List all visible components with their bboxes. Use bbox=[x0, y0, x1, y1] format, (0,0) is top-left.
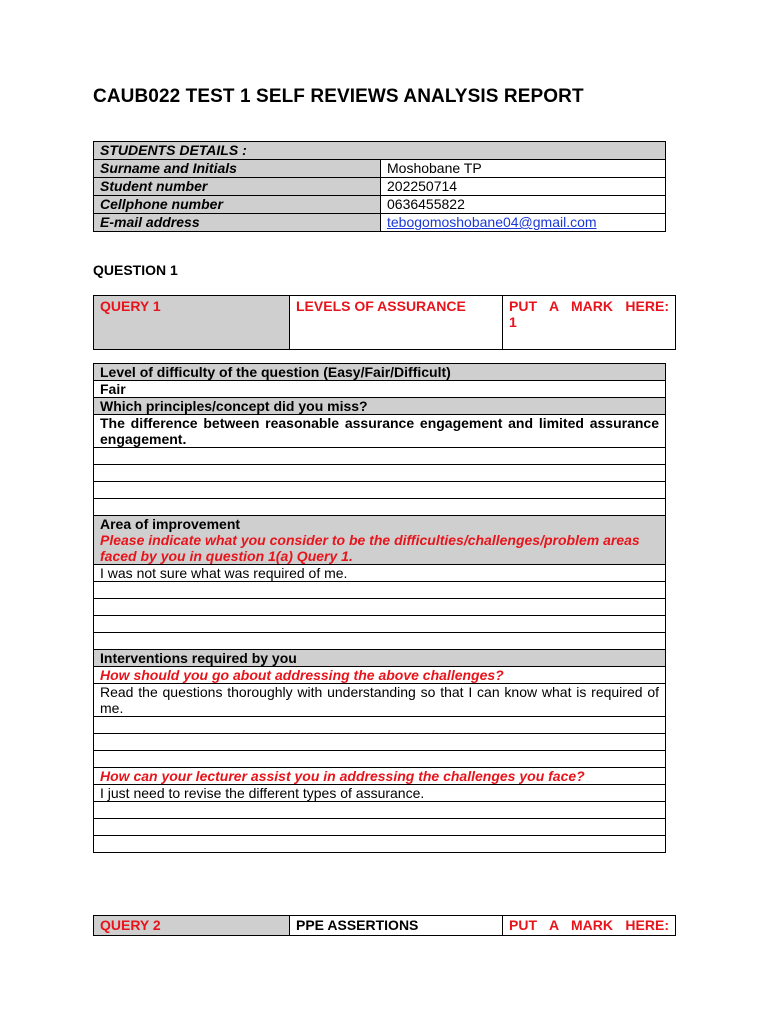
blank-row[interactable] bbox=[94, 836, 666, 853]
query-2-topic: PPE ASSERTIONS bbox=[290, 916, 503, 936]
query-2-label: QUERY 2 bbox=[94, 916, 290, 936]
blank-row[interactable] bbox=[94, 582, 666, 599]
student-details-header: STUDENTS DETAILS : bbox=[94, 142, 666, 160]
self-review-table bbox=[93, 363, 666, 853]
principles-header: Which principles/concept did you miss? bbox=[94, 398, 666, 415]
blank-row[interactable] bbox=[94, 465, 666, 482]
improvement-value[interactable]: I was not sure what was required of me. bbox=[94, 565, 666, 582]
difficulty-header: Level of difficulty of the question (Easy/Fair/Difficult) bbox=[94, 364, 666, 381]
query-2-row bbox=[94, 916, 676, 936]
interventions-value[interactable]: Read the questions thoroughly with understanding so that I can know what is required of me. bbox=[94, 684, 666, 717]
email-cell bbox=[381, 214, 666, 232]
table-row bbox=[94, 214, 666, 232]
difficulty-value[interactable]: Fair bbox=[94, 381, 666, 398]
improvement-header-cell bbox=[94, 516, 666, 565]
blank-row[interactable] bbox=[94, 734, 666, 751]
student-number-label: Student number bbox=[94, 178, 381, 196]
query-1-row bbox=[94, 296, 676, 350]
query-1-mark-value: 1 bbox=[509, 314, 517, 330]
principles-value[interactable]: The difference between reasonable assurance engagement and limited assurance engagement. bbox=[94, 415, 666, 448]
report-title: CAUB022 TEST 1 SELF REVIEWS ANALYSIS REPORT bbox=[93, 86, 584, 107]
query-1-mark-cell[interactable] bbox=[503, 296, 676, 350]
blank-row[interactable] bbox=[94, 499, 666, 516]
blank-row[interactable] bbox=[94, 633, 666, 650]
cellphone-label: Cellphone number bbox=[94, 196, 381, 214]
lecturer-prompt: How can your lecturer assist you in addressing the challenges you face? bbox=[94, 768, 666, 785]
question-heading: QUESTION 1 bbox=[93, 262, 178, 278]
surname-value: Moshobane TP bbox=[381, 160, 666, 178]
blank-row[interactable] bbox=[94, 599, 666, 616]
table-row bbox=[94, 196, 666, 214]
blank-row[interactable] bbox=[94, 819, 666, 836]
student-number-value: 202250714 bbox=[381, 178, 666, 196]
table-row bbox=[94, 160, 666, 178]
query-2-mark-cell[interactable] bbox=[503, 916, 676, 936]
improvement-prompt: Please indicate what you consider to be the difficulties/challenges/problem areas faced by you in question 1(a) Query 1. bbox=[100, 532, 640, 564]
blank-row[interactable] bbox=[94, 717, 666, 734]
blank-row[interactable] bbox=[94, 802, 666, 819]
query-1-table bbox=[93, 295, 676, 350]
query-2-mark-label: PUT A MARK HERE: bbox=[509, 917, 669, 933]
improvement-header: Area of improvement bbox=[100, 516, 241, 532]
email-label: E-mail address bbox=[94, 214, 381, 232]
blank-row[interactable] bbox=[94, 482, 666, 499]
interventions-prompt: How should you go about addressing the above challenges? bbox=[94, 667, 666, 684]
blank-row[interactable] bbox=[94, 751, 666, 768]
interventions-header: Interventions required by you bbox=[94, 650, 666, 667]
student-details-table bbox=[93, 141, 666, 232]
lecturer-value[interactable]: I just need to revise the different types of assurance. bbox=[94, 785, 666, 802]
table-row bbox=[94, 178, 666, 196]
student-details-header-row bbox=[94, 142, 666, 160]
query-1-topic: LEVELS OF ASSURANCE bbox=[290, 296, 503, 350]
query-1-mark-label: PUT A MARK HERE: bbox=[509, 298, 669, 314]
blank-row[interactable] bbox=[94, 448, 666, 465]
surname-label: Surname and Initials bbox=[94, 160, 381, 178]
email-link[interactable]: tebogomoshobane04@gmail.com bbox=[387, 214, 597, 230]
query-2-table bbox=[93, 915, 676, 936]
query-1-label: QUERY 1 bbox=[94, 296, 290, 350]
blank-row[interactable] bbox=[94, 616, 666, 633]
cellphone-value: 0636455822 bbox=[381, 196, 666, 214]
